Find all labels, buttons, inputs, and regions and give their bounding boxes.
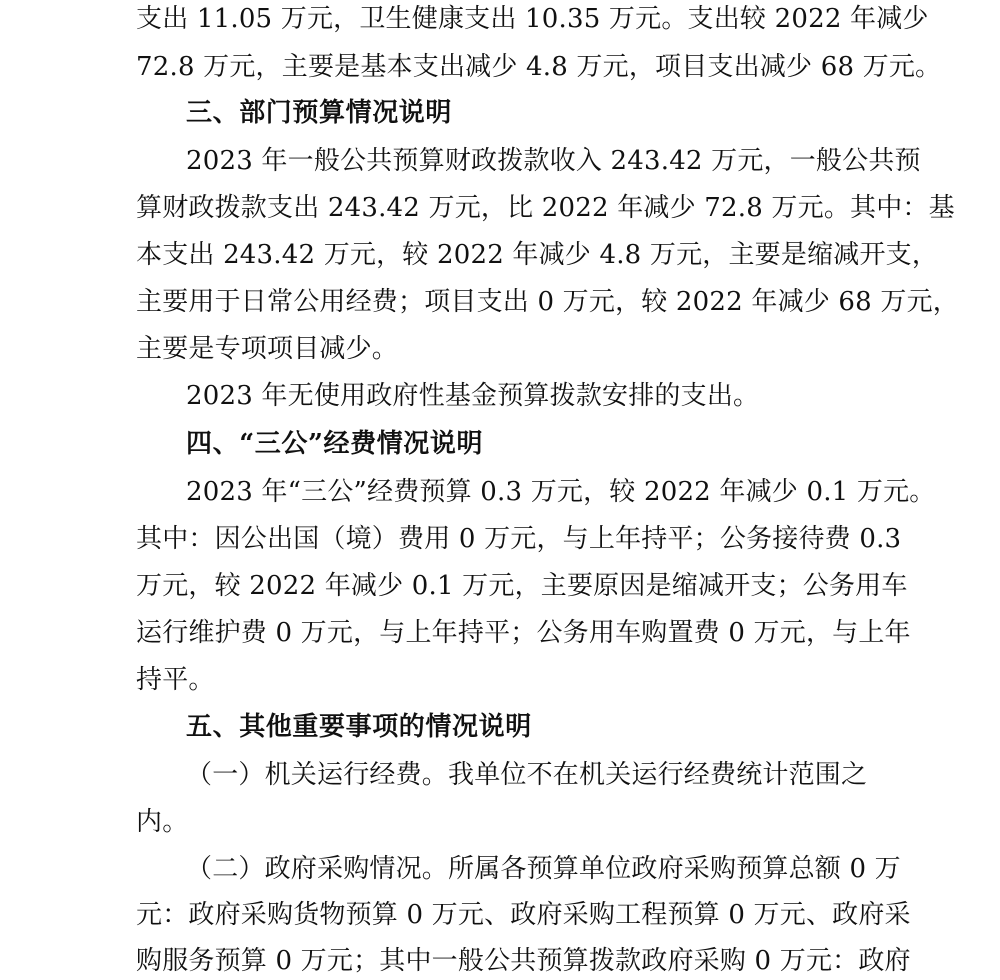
paragraph-line: 持平。 [136,665,215,695]
section-heading: 三、部门预算情况说明 [186,98,453,128]
section-heading: 五、其他重要事项的情况说明 [186,712,532,742]
paragraph-line: 元：政府采购货物预算 0 万元、政府采购工程预算 0 万元、政府采 [136,900,911,930]
section-heading: 四、“三公”经费情况说明 [186,429,484,459]
paragraph-line: 主要是专项项目减少。 [136,334,399,364]
paragraph-line: 万元，较 2022 年减少 0.1 万元，主要原因是缩减开支；公务用车 [136,571,908,601]
paragraph-line: （一）机关运行经费。我单位不在机关运行经费统计范围之 [186,760,868,790]
paragraph-line: 其中：因公出国（境）费用 0 万元，与上年持平；公务接待费 0.3 [136,524,902,554]
paragraph-line: 2023 年“三公”经费预算 0.3 万元，较 2022 年减少 0.1 万元。 [186,477,936,507]
paragraph-line: 2023 年无使用政府性基金预算拨款安排的支出。 [186,381,760,411]
paragraph-line: 运行维护费 0 万元，与上年持平；公务用车购置费 0 万元，与上年 [136,618,911,648]
paragraph-line: 主要用于日常公用经费；项目支出 0 万元，较 2022 年减少 68 万元， [136,287,959,317]
paragraph-line: 算财政拨款支出 243.42 万元，比 2022 年减少 72.8 万元。其中：基 [136,193,955,223]
paragraph-line: 支出 11.05 万元，卫生健康支出 10.35 万元。支出较 2022 年减少 [136,4,929,34]
paragraph-line: 内。 [136,807,189,837]
paragraph-line: 本支出 243.42 万元，较 2022 年减少 4.8 万元，主要是缩减开支， [136,240,939,270]
paragraph-line: （二）政府采购情况。所属各预算单位政府采购预算总额 0 万 [186,854,901,884]
paragraph-line: 2023 年一般公共预算财政拨款收入 243.42 万元，一般公共预 [186,146,921,176]
paragraph-line: 购服务预算 0 万元；其中一般公共预算拨款政府采购 0 万元：政府 [136,946,911,976]
paragraph-line: 72.8 万元，主要是基本支出减少 4.8 万元，项目支出减少 68 万元。 [136,52,942,82]
